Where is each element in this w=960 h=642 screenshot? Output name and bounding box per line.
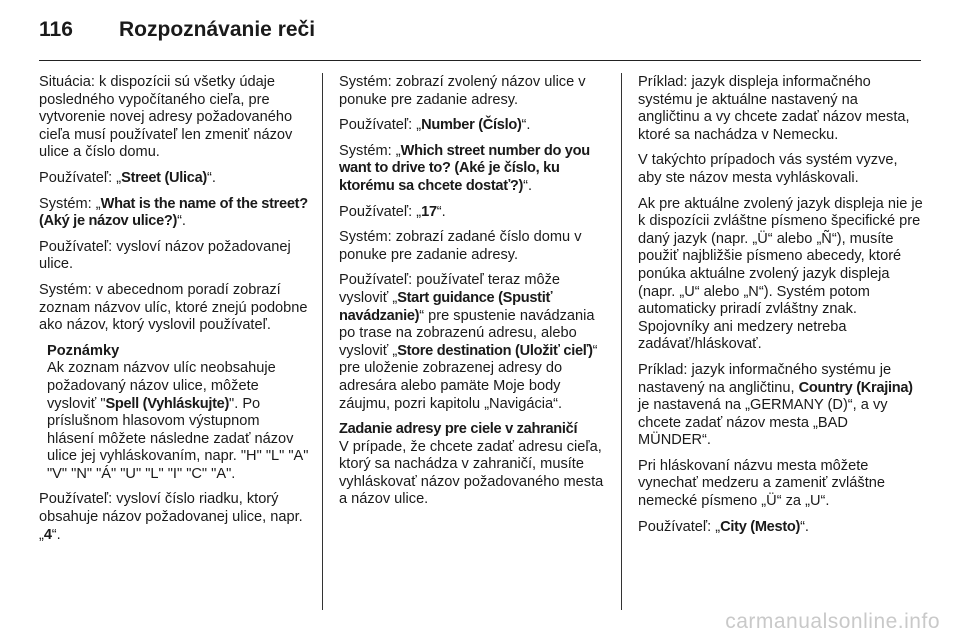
- page-title: Rozpoznávanie reči: [119, 18, 316, 41]
- paragraph: Používateľ: „Number (Číslo)“.: [339, 117, 531, 134]
- voice-command: Street (Ulica): [121, 169, 207, 186]
- section-title: Zadanie adresy pre ciele v zahraničí: [339, 421, 578, 438]
- paragraph: Príklad: jazyk informačného systému je nastavený na angličtinu, Country (Krajina) je nastavená na „GERMANY (D)“, a vy chcete zadať názov mesta „BAD MÜNDER“.: [638, 361, 913, 449]
- paragraph: Ak pre aktuálne zvolený jazyk displeja nie je k dispozícii zvláštne písmeno špecifické pre daný jazyk (napr. „Ü“ alebo „Ñ“), musíte použiť najbližšie písmeno abecedy, ktoré ponúka aktuálne zvolený jazyk displeja (napr. „U“ alebo „N“). Systém potom automaticky priradí zvláštny znak. Spojovníky ani medzery netreba zadávať/hláskovať.: [638, 195, 923, 353]
- paragraph: Pri hláskovaní názvu mesta môžete vynechať medzeru a zameniť zvláštne nemecké písmeno „Ü“ za „U“.: [638, 457, 885, 510]
- note-body: Ak zoznam názvov ulíc neobsahuje požadovaný názov ulice, môžete vysloviť "Spell (Vyhláskujte)". Po príslušnom hlasovom výstupnom hlásení môžete následne zadať názov ulice jej vyhláskovaním, napr. "H" "L" "A" "V" "N" "Á" "U" "L" "I" "C" "A".: [47, 360, 309, 482]
- voice-command: City (Mesto): [720, 518, 801, 535]
- paragraph: V prípade, že chcete zadať adresu cieľa, ktorý sa nachádza v zahraničí, musíte vyhláskovať názov požadovaného mesta a názov ulice.: [339, 438, 604, 508]
- voice-command: 17: [421, 203, 437, 220]
- page-header: [39, 18, 315, 48]
- column-1: [39, 74, 310, 552]
- paragraph: Príklad: jazyk displeja informačného systému je aktuálne nastavený na angličtinu a vy chcete zadať názov mesta, ktoré sa nachádza v Nemecku.: [638, 74, 910, 143]
- system-prompt: What is the name of the street? (Aký je názov ulice?): [39, 195, 308, 230]
- voice-command: Store destination (Uložiť cieľ): [397, 342, 593, 359]
- column-2: [339, 74, 609, 517]
- voice-command: Number (Číslo): [421, 117, 522, 134]
- column-divider-1: [322, 73, 323, 610]
- paragraph: V takýchto prípadoch vás systém vyzve, aby ste názov mesta vyhláskovali.: [638, 152, 898, 186]
- paragraph: Používateľ: používateľ teraz môže vysloviť „Start guidance (Spustiť navádzanie)“ pre spustenie navádzania po trase na zobrazenú adresu, alebo vysloviť „Store destination (Uložiť cieľ)“ pre uloženie zobrazenej adresy do adresára alebo pamäte Moje body záujmu, pozri kapitolu „Navigácia“.: [339, 272, 598, 412]
- column-3: [638, 74, 923, 544]
- column-divider-2: [621, 73, 622, 610]
- system-prompt: Which street number do you want to drive to? (Aké je číslo, ku ktorému sa chcete dostať?): [339, 142, 590, 194]
- paragraph: Systém: zobrazí zadané číslo domu v ponuke pre zadanie adresy.: [339, 229, 582, 263]
- paragraph: Systém: „What is the name of the street? (Aký je názov ulice?)“.: [39, 195, 308, 230]
- header-rule: [39, 60, 921, 61]
- paragraph: Používateľ: vysloví názov požadovanej ulice.: [39, 238, 291, 273]
- paragraph: Používateľ: „City (Mesto)“.: [638, 518, 809, 535]
- watermark: carmanualsonline.info: [725, 610, 940, 633]
- note-box: [47, 343, 310, 484]
- paragraph: Používateľ: vysloví číslo riadku, ktorý obsahuje názov požadovanej ulice, napr. „4“.: [39, 491, 303, 543]
- menu-value: Country (Krajina): [798, 379, 913, 396]
- paragraph: Používateľ: „17“.: [339, 203, 446, 220]
- paragraph: Systém: „Which street number do you want to drive to? (Aké je číslo, ku ktorému sa chcete dostať?)“.: [339, 142, 590, 194]
- paragraph: Systém: zobrazí zvolený názov ulice v ponuke pre zadanie adresy.: [339, 74, 586, 108]
- voice-command: Start guidance (Spustiť navádzanie): [339, 289, 553, 324]
- paragraph: Situácia: k dispozícii sú všetky údaje posledného vypočítaného cieľa, pre vytvorenie novej adresy požadovaného cieľa musí používateľ len zmeniť názov ulice a číslo domu.: [39, 74, 293, 161]
- note-title: Poznámky: [47, 342, 120, 359]
- voice-command: 4: [43, 526, 52, 543]
- voice-command: Spell (Vyhláskujte): [105, 395, 230, 412]
- page-number: 116: [39, 18, 73, 41]
- paragraph: Používateľ: „Street (Ulica)“.: [39, 169, 216, 186]
- paragraph: Systém: v abecednom poradí zobrazí zoznam názvov ulíc, ktoré znejú podobne ako názov, ktorý vyslovil používateľ.: [39, 281, 308, 334]
